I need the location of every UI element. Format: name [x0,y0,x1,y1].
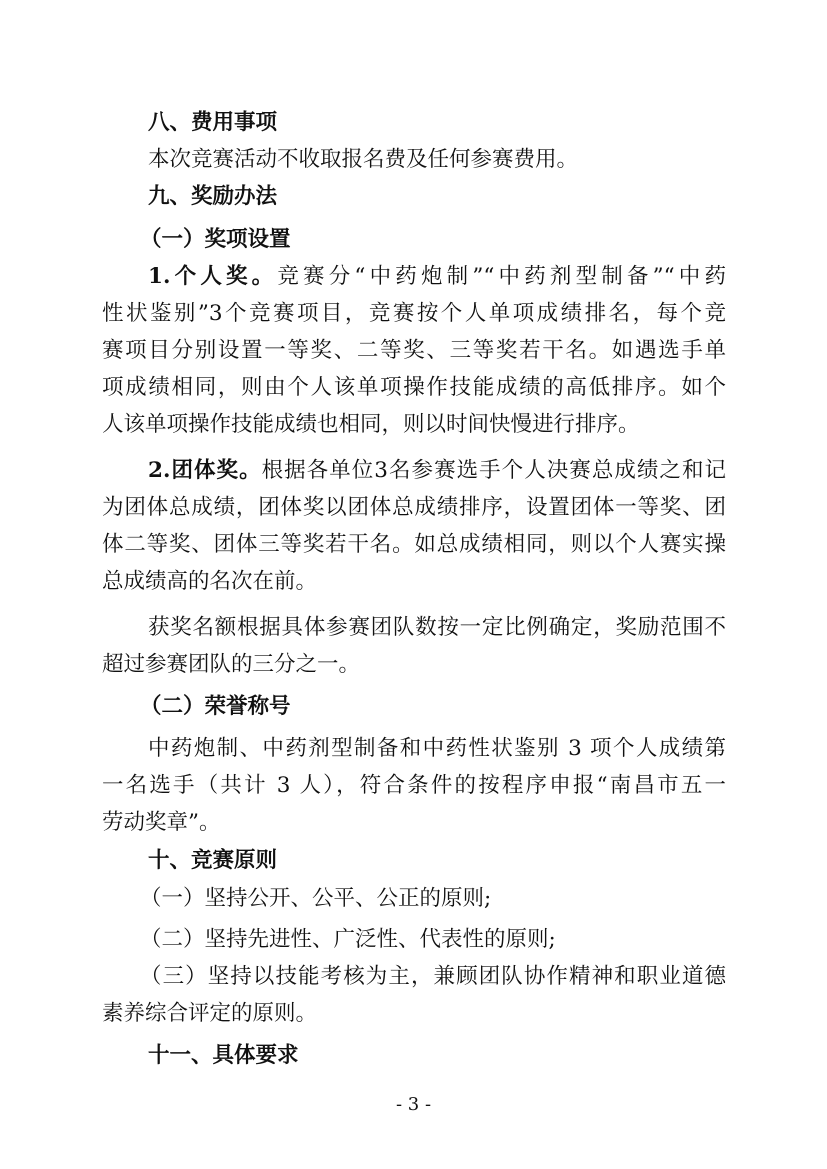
paragraph-honor-line2: 一名选手（共计 3 人），符合条件的按程序申报“南昌市五一 [102,773,726,798]
paragraph-individual-award-line2: 性状鉴别”3个竞赛项目，竞赛按个人单项成绩排名，每个竞 [102,301,726,326]
paragraph-honor-line3: 劳动奖章”。 [102,810,221,835]
individual-award-text: 竞赛分“中药炮制”“中药剂型制备”“中药 [277,264,726,289]
paragraph-quota-line2: 超过参赛团队的三分之一。 [102,652,361,677]
subheading-honor-title: （二）荣誉称号 [140,694,291,719]
section-heading-fees: 八、费用事项 [148,110,278,135]
paragraph-team-award-line3: 体二等奖、团体三等奖若干名。如总成绩相同，则以个人赛实操 [102,532,726,557]
paragraph-individual-award-line5: 人该单项操作技能成绩也相同，则以时间快慢进行排序。 [102,412,640,437]
team-award-text: 根据各单位3名参赛选手个人决赛总成绩之和记 [261,458,726,483]
paragraph-team-award-line1 [148,456,726,486]
section-heading-requirements: 十一、具体要求 [148,1043,299,1068]
principle-item-1: （一）坚持公开、公平、公正的原则; [140,886,492,911]
team-award-lead: 2.团体奖。 [148,458,262,483]
paragraph-fees: 本次竞赛活动不收取报名费及任何参赛费用。 [148,147,579,172]
section-heading-principles: 十、竞赛原则 [148,848,278,873]
subheading-award-setup: （一）奖项设置 [140,227,291,252]
individual-award-lead: 1.个人奖。 [148,264,278,289]
principle-item-3-line2: 素养综合评定的原则。 [102,1001,318,1026]
section-heading-awards: 九、奖励办法 [148,184,278,209]
paragraph-individual-award-line3: 赛项目分别设置一等奖、二等奖、三等奖若干名。如遇选手单 [102,338,726,363]
paragraph-team-award-line4: 总成绩高的名次在前。 [102,569,318,594]
principle-item-2: （二）坚持先进性、广泛性、代表性的原则; [140,927,556,952]
paragraph-honor-line1: 中药炮制、中药剂型制备和中药性状鉴别 3 项个人成绩第 [148,736,726,761]
paragraph-individual-award-line4: 项成绩相同，则由个人该单项操作技能成绩的高低排序。如个 [102,375,726,400]
principle-item-3-line1: （三）坚持以技能考核为主，兼顾团队协作精神和职业道德 [140,964,726,989]
paragraph-team-award-line2: 为团体总成绩，团体奖以团体总成绩排序，设置团体一等奖、团 [102,495,726,520]
paragraph-quota-line1: 获奖名额根据具体参赛团队数按一定比例确定，奖励范围不 [148,615,726,640]
paragraph-individual-award-line1 [148,262,726,292]
page-number: - 3 - [395,1094,432,1115]
